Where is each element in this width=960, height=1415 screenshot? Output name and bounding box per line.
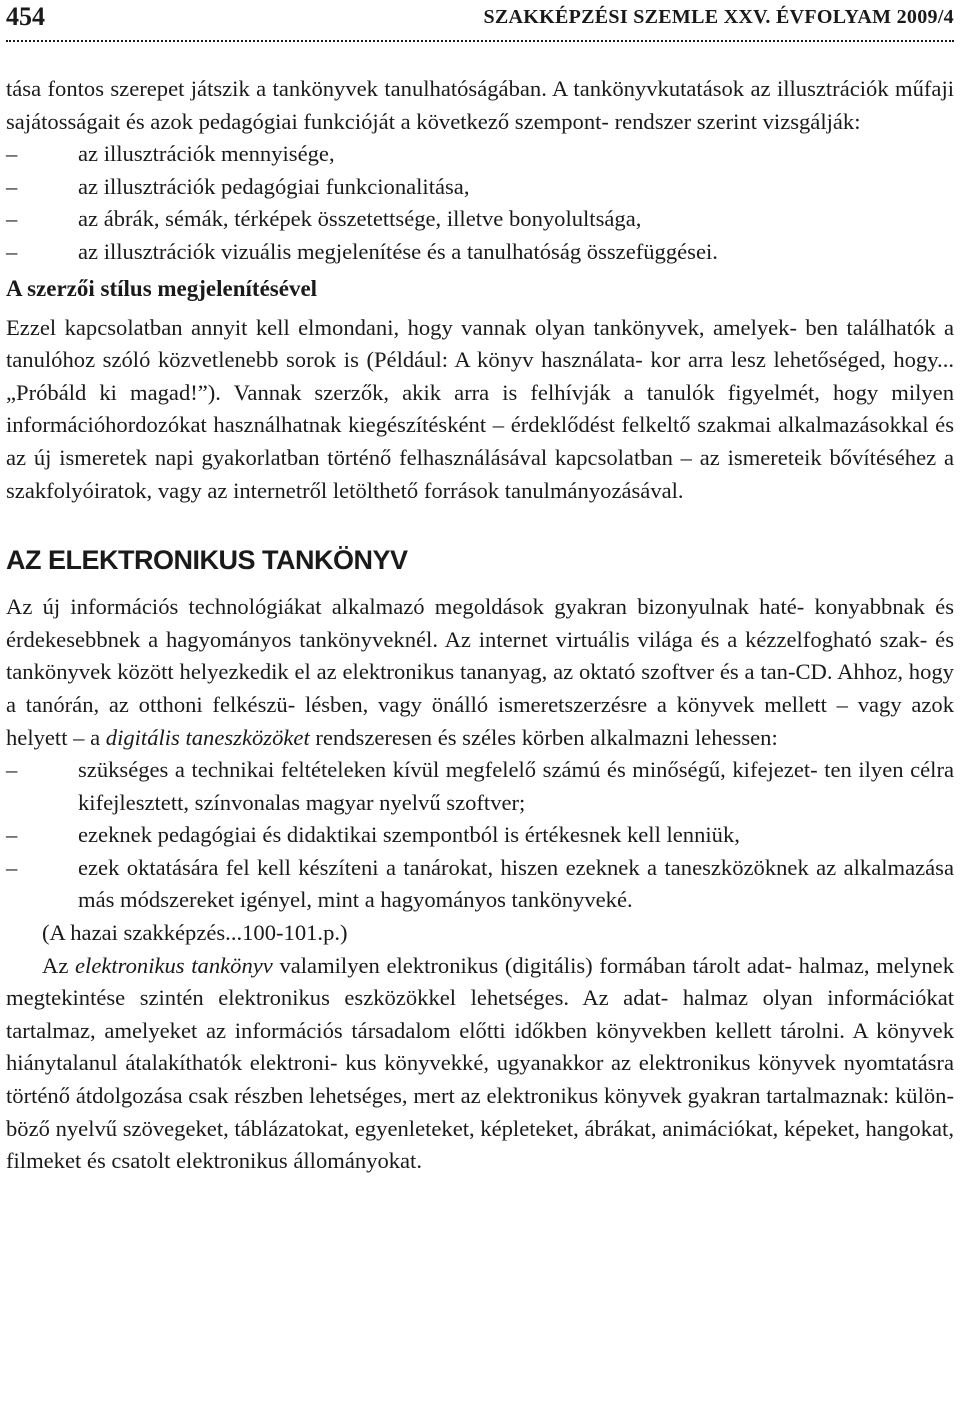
ebook-list bbox=[6, 754, 954, 917]
text-line: tananyag, az oktató szoftver és a tan-CD. Ahhoz, hogy a tanórán, az otthoni felkészü- bbox=[6, 659, 954, 717]
list-item bbox=[6, 171, 954, 204]
list-item bbox=[6, 852, 954, 917]
dash-bullet: – bbox=[6, 141, 18, 167]
text-line: illusztrációk műfaji sajátosságait és azok pedagógiai funkcióját a következő szempont- bbox=[6, 76, 954, 134]
dash-bullet: – bbox=[6, 757, 18, 783]
page-header bbox=[6, 0, 954, 46]
text-line: is felhívják a tanulók figyelmét, hogy milyen információhordozókat használhatnak bbox=[6, 379, 954, 438]
list-item bbox=[6, 819, 954, 852]
text-line: kiegészítésként – érdeklődést felkeltő szakmai alkalmazásokkal és az új ismeretek bbox=[6, 412, 954, 470]
list-item-text: az ábrák, sémák, térképek összetettsége, illetve bonyolultsága, bbox=[78, 206, 642, 232]
dash-bullet: – bbox=[6, 173, 18, 199]
definition-last-line: képeket, hangokat, filmeket és csatolt elektronikus állományokat. bbox=[6, 1115, 954, 1174]
list-item bbox=[6, 138, 954, 171]
definition-paragraph bbox=[6, 950, 954, 1178]
text-line: kor arra lesz lehetőséged, hogy... „Próbáld ki magad!”). Vannak szerzők, akik arra bbox=[6, 347, 955, 405]
list-item-text: ezeknek pedagógiai és didaktikai szempontból is értékesnek kell lenniük, bbox=[78, 822, 740, 848]
page-body bbox=[6, 73, 954, 1178]
ebook-section-heading: AZ ELEKTRONIKUS TANKÖNYV bbox=[6, 545, 408, 576]
text-line: napi gyakorlatban történő felhasználásával kapcsolatban – az ismereteik bővítéséhez bbox=[154, 444, 937, 470]
text-line: a szakfolyóiratok, vagy az internetről letölthető források tanulmányozásával. bbox=[6, 444, 954, 503]
list-item bbox=[6, 236, 954, 269]
list-item bbox=[6, 203, 954, 236]
ebook-paragraph bbox=[6, 591, 954, 754]
list-item-text: szükséges a technikai feltételeken kívül megfelelő számú és minőségű, kifejezet- ten ilyen célra kifejlesztett, színvonalas magyar nyelvű szoftver; bbox=[78, 757, 954, 815]
text-line: lésben, vagy önálló ismeretszerzésre a könyvek mellett – vagy azok helyett – a bbox=[6, 691, 954, 750]
text-line: konyabbnak és érdekesebbnek a hagyományos tankönyveknél. Az internet virtuális bbox=[6, 594, 954, 652]
intro-list bbox=[6, 138, 954, 268]
reference-citation: (A hazai szakképzés...100-101.p.) bbox=[42, 920, 348, 946]
text-line: rendszer szerint vizsgálják: bbox=[614, 108, 861, 134]
definition-text: valamilyen elektronikus (digitális) formában tárolt adat- halmaz, melynek megtekintése szintén elektronikus eszközökkel lehetséges. Az adat- halmaz olyan információkat tartalmaz, amelyeket az információs társadalom előtti időkben könyvekben kellett tárolni. A könyvek hiánytalanul átalakíthatók elektroni- kus könyvekké, ugyanakkor az elektronikus könyvek nyomtatásra történő átdolgozása csak részben lehetséges, mert az elektronikus könyvek gyakran tartalmaznak: külön- böző nyelvű szövegeket, táblázatokat, egyenleteket, képleteket, ábrákat, animációkat, bbox=[6, 952, 954, 1141]
page-number: 454 bbox=[6, 2, 45, 31]
intro-paragraph bbox=[6, 73, 954, 138]
list-item-text: az illusztrációk pedagógiai funkcionalitása, bbox=[78, 173, 470, 199]
dash-bullet: – bbox=[6, 822, 18, 848]
header-dotted-rule bbox=[6, 40, 954, 42]
list-item-text: az illusztrációk vizuális megjelenítése és a tanulhatóság összefüggései. bbox=[78, 238, 718, 264]
text-line: tása fontos szerepet játszik a tankönyvek tanulhatóságában. A tankönyvkutatások az bbox=[6, 76, 771, 101]
definition-lead: Az bbox=[42, 952, 69, 978]
dash-bullet: – bbox=[6, 238, 18, 264]
style-paragraph bbox=[6, 312, 954, 508]
list-item bbox=[6, 754, 954, 819]
journal-title: SZAKKÉPZÉSI SZEMLE XXV. ÉVFOLYAM 2009/4 bbox=[483, 6, 954, 28]
text-line: Ezzel kapcsolatban annyit kell elmondani, hogy vannak olyan tankönyvek, amelyek- bbox=[6, 314, 797, 340]
dash-bullet: – bbox=[6, 206, 18, 232]
list-item-text: ezek oktatására fel kell készíteni a tanárokat, hiszen ezeknek a taneszközöknek az alkalmazása más módszereket igényel, mint a hagyományos tankönyveké. bbox=[78, 854, 954, 913]
text-line: Az új információs technológiákat alkalmazó megoldások gyakran bizonyulnak haté- bbox=[6, 594, 805, 620]
list-item-text: az illusztrációk mennyisége, bbox=[78, 141, 335, 167]
italic-term: digitális taneszközöket bbox=[105, 724, 310, 750]
text-line: világa és a kézzelfogható szak- és tankönyvek között helyezkedik el az elektronikus bbox=[6, 626, 954, 685]
dash-bullet: – bbox=[6, 854, 18, 880]
text-line: ben találhatók a tanulóhoz szóló közvetlenebb sorok is (Például: A könyv használata- bbox=[6, 314, 954, 373]
italic-term: elektronikus tankönyv bbox=[75, 952, 273, 978]
style-section-heading: A szerzői stílus megjelenítésével bbox=[6, 275, 318, 301]
text-line: rendszeresen és széles körben alkalmazni lehessen: bbox=[315, 724, 778, 750]
